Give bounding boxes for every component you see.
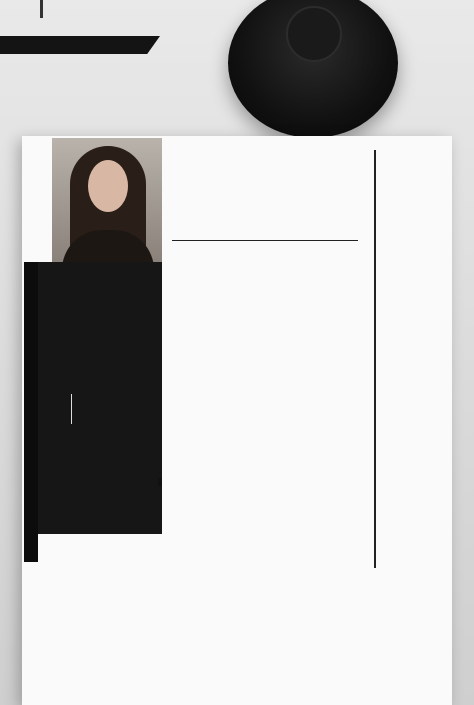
right-column-bar	[374, 150, 376, 568]
portrait-photo	[52, 138, 162, 262]
resume-paper	[22, 136, 452, 705]
education-marker	[158, 478, 162, 486]
wall-mark	[40, 0, 43, 18]
experience-rule	[172, 240, 358, 241]
top-banner	[0, 36, 160, 54]
contact-divider	[71, 394, 72, 424]
sidebar-strip	[24, 262, 38, 562]
dark-sidebar	[38, 262, 162, 534]
speaker-cone	[286, 6, 342, 62]
portrait-face	[88, 160, 128, 212]
